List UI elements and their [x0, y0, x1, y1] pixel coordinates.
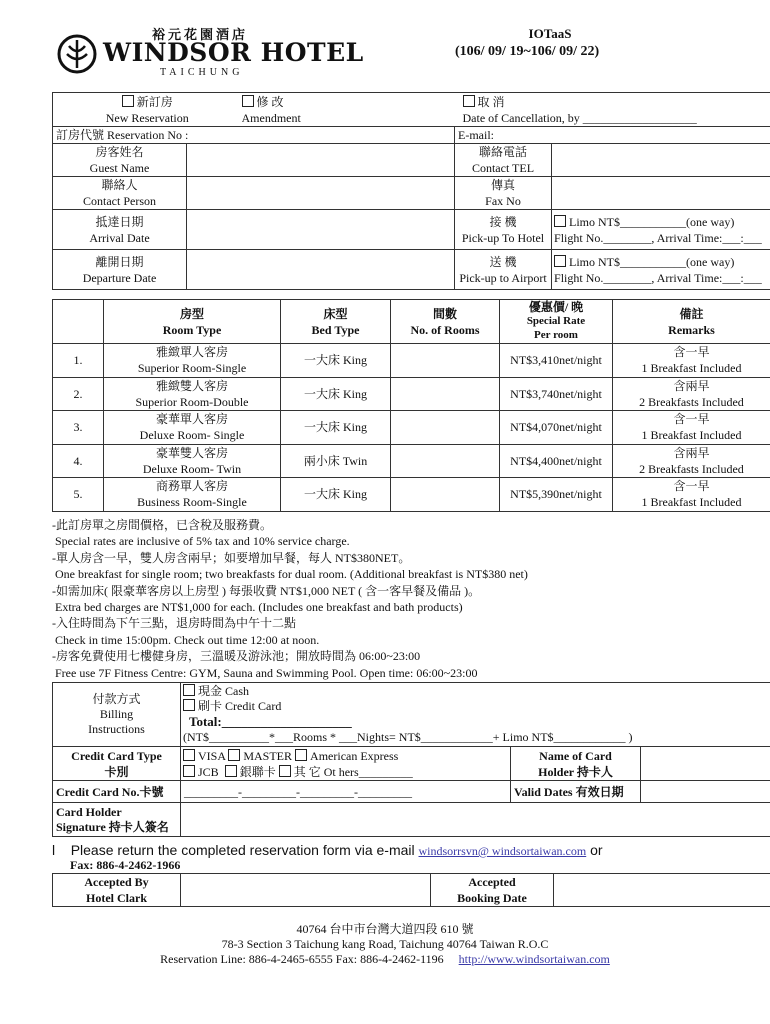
room-row	[53, 377, 770, 411]
remarks: 含兩早 2 Breakfasts Included	[613, 377, 770, 411]
pickup-to-airport-details[interactable]: Limo NT$___________(one way) Flight No.________, Arrival Time:___:___	[552, 250, 770, 290]
remarks: 含兩早 2 Breakfasts Included	[613, 444, 770, 478]
room-type: 雅緻雙人客房 Superior Room-Double	[104, 377, 281, 411]
bed-type: 一大床 King	[281, 411, 391, 445]
checkbox[interactable]	[554, 215, 566, 227]
contact-tel-label: 聯絡電話 Contact TEL	[455, 144, 552, 177]
fax-label: 傳真 Fax No	[455, 177, 552, 210]
billing-label: 付款方式 Billing Instructions	[53, 683, 181, 747]
contact-person-input[interactable]	[187, 177, 455, 210]
checkbox[interactable]	[242, 95, 254, 107]
accepted-booking-date-label: Accepted Booking Date	[431, 874, 554, 907]
or-text: or	[590, 842, 603, 858]
contact-tel-input[interactable]	[552, 144, 770, 177]
windsor-crest-icon	[57, 34, 97, 74]
special-rate: NT$3,410net/night	[500, 344, 613, 378]
checkbox[interactable]	[279, 765, 291, 777]
room-rates-header-row	[53, 300, 770, 344]
credit-card-no-label: Credit Card No.卡號	[53, 781, 181, 803]
footer-address-cn: 40764 台中市台灣大道四段 610 號	[296, 922, 474, 936]
bed-type: 一大床 King	[281, 377, 391, 411]
checkbox[interactable]	[225, 765, 237, 777]
rooms-count-input[interactable]	[391, 344, 500, 378]
remarks: 含一早 1 Breakfast Included	[613, 411, 770, 445]
bed-type-header: 床型 Bed Type	[281, 300, 391, 344]
accepted-by-label: Accepted By Hotel Clark	[53, 874, 181, 907]
room-type: 豪華雙人客房 Deluxe Room- Twin	[104, 444, 281, 478]
terms-line: -此訂房單之房間價格，已含稅及服務費。	[52, 518, 272, 532]
pickup-to-hotel-details[interactable]: Limo NT$___________(one way) Flight No.________, Arrival Time:___:___	[552, 210, 770, 250]
card-holder-name-input[interactable]	[641, 747, 770, 781]
arrival-date-input[interactable]	[187, 210, 455, 250]
room-rates-table	[52, 299, 770, 512]
terms-line: -入住時間為下午三點，退房時間為中午十二點	[52, 616, 296, 631]
bullet: l	[52, 842, 56, 858]
special-rate-header: 優惠價/ 晚 Special Rate Per room	[500, 300, 613, 344]
total-field[interactable]: Total:____________________	[189, 714, 352, 729]
room-type-header: 房型 Room Type	[104, 300, 281, 344]
fax-input[interactable]	[552, 177, 770, 210]
rooms-count-input[interactable]	[391, 478, 500, 512]
room-row	[53, 478, 770, 512]
return-note	[52, 842, 603, 859]
form-date-range: (106/ 09/ 19~106/ 09/ 22)	[455, 44, 600, 59]
room-type: 豪華單人客房 Deluxe Room- Single	[104, 411, 281, 445]
room-number: 5.	[53, 478, 104, 512]
card-holder-name-label: Name of Card Holder 持卡人	[511, 747, 641, 781]
pickup-to-airport-label: 送 機 Pick-up to Airport	[455, 250, 552, 290]
terms-line: -如需加床( 限豪華客房以上房型 ) 每張收費 NT$1,000 NET ( 含一客早餐及備品 )。	[52, 583, 481, 598]
reservation-email-link[interactable]: windsorrsvn@ windsortaiwan.com	[418, 844, 587, 858]
remarks: 含一早 1 Breakfast Included	[613, 478, 770, 512]
credit-card-option[interactable]: 刷卡 Credit Card	[183, 699, 281, 713]
terms-list	[52, 517, 770, 681]
cancellation-option[interactable]: 取 消 Date of Cancellation, by ___________________	[455, 93, 770, 127]
room-number: 1.	[53, 344, 104, 378]
room-number: 3.	[53, 411, 104, 445]
jcb-option[interactable]: JCB	[183, 765, 219, 779]
special-rate: NT$3,740net/night	[500, 377, 613, 411]
room-number: 2.	[53, 377, 104, 411]
footer-contact	[0, 952, 770, 967]
contact-person-label: 聯絡人 Contact Person	[53, 177, 187, 210]
checkbox[interactable]	[183, 765, 195, 777]
logo-city: TAICHUNG	[160, 67, 244, 78]
email-field[interactable]: E-mail:	[455, 127, 770, 144]
unionpay-option[interactable]: 銀聯卡	[225, 765, 276, 779]
reservation-line: Reservation Line: 886-4-2465-6555 Fax: 886-4-2462-1196	[160, 952, 444, 966]
terms-line: Special rates are inclusive of 5% tax and 10% service charge.	[52, 534, 350, 549]
pickup-to-hotel-label: 接 機 Pick-up To Hotel	[455, 210, 552, 250]
visa-option[interactable]: VISA	[183, 749, 225, 763]
billing-table	[52, 682, 770, 837]
special-rate: NT$4,070net/night	[500, 411, 613, 445]
valid-dates-input[interactable]	[641, 781, 770, 803]
checkbox[interactable]	[122, 95, 134, 107]
signature-input[interactable]	[181, 803, 770, 837]
terms-line: -單人房含一早，雙人房含兩早；如要增加早餐，每人 NT$380NET。	[52, 550, 411, 565]
logo-hotel-name: WINDSOR HOTEL	[103, 38, 364, 67]
acceptance-table	[52, 873, 770, 907]
website-link[interactable]: http://www.windsortaiwan.com	[458, 952, 610, 966]
room-row	[53, 444, 770, 478]
valid-dates-label: Valid Dates 有效日期	[511, 781, 641, 803]
cash-option[interactable]: 現金 Cash	[183, 684, 249, 698]
special-rate: NT$5,390net/night	[500, 478, 613, 512]
remarks-header: 備註 Remarks	[613, 300, 770, 344]
credit-card-no-input[interactable]: _________-_________-_________-_________	[181, 781, 511, 803]
checkbox[interactable]	[183, 749, 195, 761]
rooms-count-input[interactable]	[391, 444, 500, 478]
terms-line: -房客免費使用七樓健身房，三溫暖及游泳池；開放時間為 06:00~23:00	[52, 649, 421, 664]
checkbox[interactable]	[295, 749, 307, 761]
arrival-date-label: 抵達日期 Arrival Date	[53, 210, 187, 250]
terms-line: Check in time 15:00pm. Check out time 12:00 at noon.	[52, 632, 320, 647]
guest-name-input[interactable]	[187, 144, 455, 177]
master-option[interactable]: MASTER	[228, 749, 292, 763]
amex-option[interactable]: American Express	[295, 749, 398, 763]
checkbox[interactable]	[554, 255, 566, 267]
amendment-option[interactable]: 修 改 Amendment	[242, 93, 455, 127]
reservation-no-field[interactable]: 訂房代號 Reservation No :	[53, 127, 455, 144]
total-formula: (NT$__________*___Rooms * ___Nights= NT$____________+ Limo NT$____________ )	[183, 730, 633, 744]
terms-line: One breakfast for single room; two breakfasts for dual room. (Additional breakfast is NT$380 net)	[52, 567, 528, 582]
remarks: 含一早 1 Breakfast Included	[613, 344, 770, 378]
room-type: 雅緻單人客房 Superior Room-Single	[104, 344, 281, 378]
new-reservation-option[interactable]: 新訂房 New Reservation	[53, 93, 242, 127]
other-card-option[interactable]: 其 它 Ot hers_________	[279, 765, 413, 779]
rooms-count-input[interactable]	[391, 411, 500, 445]
checkbox[interactable]	[228, 749, 240, 761]
bed-type: 兩小床 Twin	[281, 444, 391, 478]
logo-chinese-name: 裕元花園酒店	[152, 27, 249, 42]
checkbox[interactable]	[183, 684, 195, 696]
room-number: 4.	[53, 444, 104, 478]
checkbox[interactable]	[183, 699, 195, 711]
billing-options	[181, 683, 770, 747]
terms-line: Free use 7F Fitness Centre: GYM, Sauna and Swimming Pool. Open time: 06:00~23:00	[52, 665, 478, 680]
guest-name-label: 房客姓名 Guest Name	[53, 144, 187, 177]
room-row	[53, 411, 770, 445]
footer-address-en: 78-3 Section 3 Taichung kang Road, Taichung 40764 Taiwan R.O.C	[221, 937, 549, 951]
departure-date-input[interactable]	[187, 250, 455, 290]
credit-card-type-label: Credit Card Type 卡別	[53, 747, 181, 781]
terms-line: Extra bed charges are NT$1,000 for each. (Includes one breakfast and bath products)	[52, 600, 463, 615]
accepted-by-input[interactable]	[181, 874, 431, 907]
departure-date-label: 離開日期 Departure Date	[53, 250, 187, 290]
rooms-count-input[interactable]	[391, 377, 500, 411]
bed-type: 一大床 King	[281, 344, 391, 378]
return-note-text: Please return the completed reservation form via e-mail	[70, 842, 415, 858]
fax-number: Fax: 886-4-2462-1966	[70, 858, 181, 872]
bed-type: 一大床 King	[281, 478, 391, 512]
form-title: IOTaaS	[528, 26, 572, 41]
room-row	[53, 344, 770, 378]
checkbox[interactable]	[463, 95, 475, 107]
rooms-count-header: 間數 No. of Rooms	[391, 300, 500, 344]
room-type: 商務單人客房 Business Room-Single	[104, 478, 281, 512]
special-rate: NT$4,400net/night	[500, 444, 613, 478]
signature-label: Card Holder Signature 持卡人簽名	[53, 803, 181, 837]
reservation-info-table	[52, 92, 770, 290]
accepted-booking-date-input[interactable]	[554, 874, 770, 907]
credit-card-type-options	[181, 747, 511, 781]
